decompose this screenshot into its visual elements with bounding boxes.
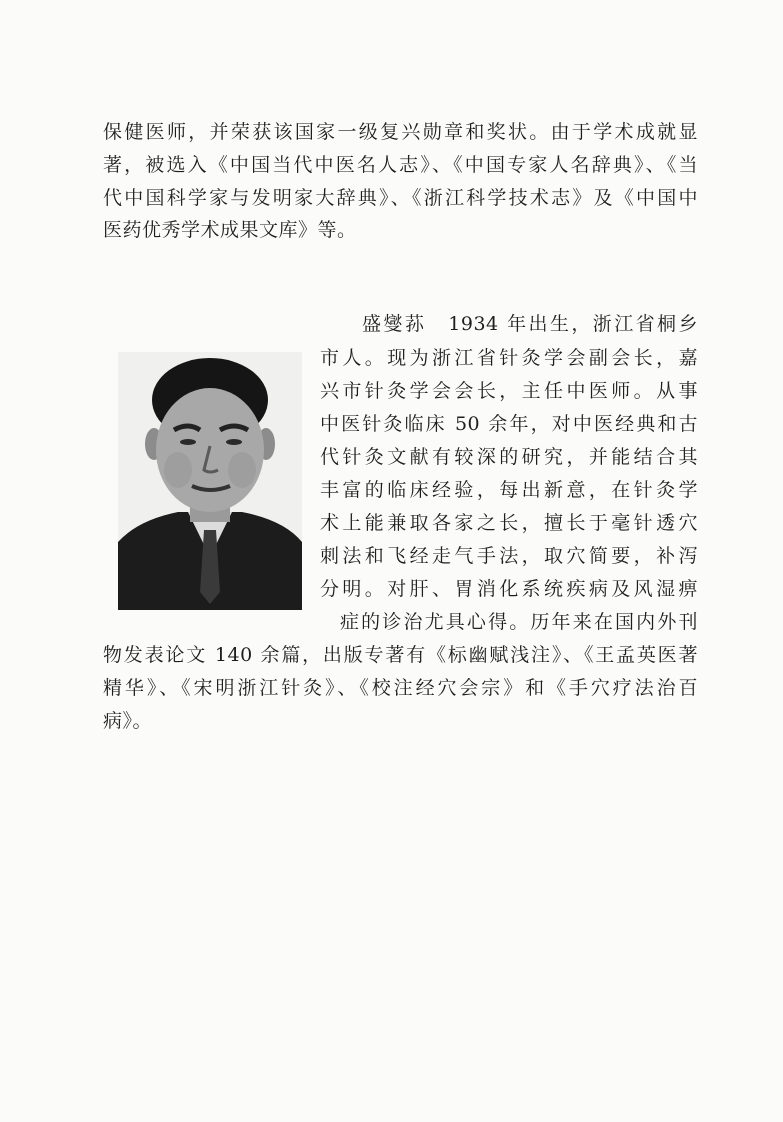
bio-line-10: 症的诊治尤具心得。历年来在国内外刊 (340, 611, 698, 633)
bio-line-6: 丰富的临床经验，每出新意，在针灸学 (320, 479, 698, 501)
bio-line-2: 市人。现为浙江省针灸学会副会长，嘉 (320, 347, 698, 369)
bio-line-5: 代针灸文献有较深的研究，并能结合其 (320, 446, 698, 468)
intro-line-1: 保健医师，并荣获该国家一级复兴勋章和奖状。由于学术成就显 (103, 121, 698, 143)
bio-line-4: 中医针灸临床 50 余年，对中医经典和古 (320, 413, 698, 435)
bio-wide-line-1: 物发表论文 140 余篇，出版专著有《标幽赋浅注》、《王孟英医著 (103, 644, 698, 666)
bio-line-7: 术上能兼取各家之长，擅长于毫针透穴 (320, 512, 698, 534)
intro-line-4: 医药优秀学术成果文库》等。 (103, 219, 357, 241)
intro-line-3: 代中国科学家与发明家大辞典》、《浙江科学技术志》及《中国中 (103, 187, 698, 209)
bio-line-8: 刺法和飞经走气手法，取穴简要，补泻 (320, 545, 698, 567)
bio-wide-line-2: 精华》、《宋明浙江针灸》、《校注经穴会宗》和《手穴疗法治百 (103, 677, 698, 699)
bio-line-1-text: 1934 年出生，浙江省桐乡 (448, 313, 698, 335)
bio-line-3: 兴市针灸学会会长，主任中医师。从事 (320, 380, 698, 402)
portrait-photo (118, 352, 302, 610)
intro-line-2: 著，被选入《中国当代中医名人志》、《中国专家人名辞典》、《当 (103, 154, 698, 176)
bio-line-1 (362, 312, 698, 336)
bio-line-9: 分明。对肝、胃消化系统疾病及风湿痹 (320, 578, 698, 600)
bio-wide-line-3: 病》。 (103, 710, 153, 732)
person-name: 盛燮荪 (362, 313, 427, 335)
